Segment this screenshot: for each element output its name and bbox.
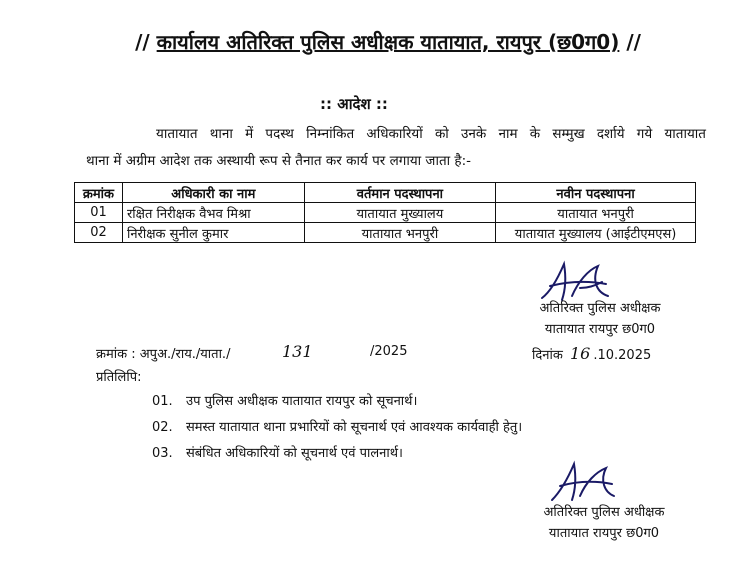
order-heading: :: आदेश ::	[320, 95, 388, 113]
intro-word: दर्शाये	[596, 126, 625, 142]
copy-item-text: संबंधित अधिकारियों को सूचनार्थ एवं पालनार्थ।	[186, 446, 403, 461]
intro-paragraph	[86, 121, 706, 175]
serial-cell: 01	[75, 203, 123, 223]
intro-word: थाना	[209, 126, 233, 142]
intro-word: निम्नांकित	[306, 126, 355, 142]
list-item	[152, 389, 522, 415]
intro-word: अधिकारियों	[366, 126, 423, 142]
copy-list	[152, 389, 522, 467]
intro-word: सम्मुख	[552, 126, 585, 142]
new-posting-cell: यातायात मुख्यालय (आईटीएमएस)	[496, 223, 696, 243]
signatory-office: यातायात रायपुर छ0ग0	[544, 322, 656, 337]
list-item	[152, 415, 522, 441]
copy-item-text: उप पुलिस अधीक्षक यातायात रायपुर को सूचनार्थ।	[186, 394, 418, 409]
reference-number: 131	[282, 342, 313, 361]
intro-word: में	[245, 126, 254, 142]
reference-prefix: क्रमांक : अपुअ./राय./याता./	[96, 347, 231, 362]
copy-item-number: 01.	[152, 394, 173, 409]
intro-line-2: थाना में अग्रीम आदेश तक अस्थायी रूप से तैनात कर कार्य पर लगाया जाता है:-	[86, 153, 472, 169]
intro-word: यातायात	[156, 126, 198, 142]
header-suffix: //	[626, 30, 641, 54]
date-label: दिनांक	[532, 348, 563, 363]
serial-cell: 02	[75, 223, 123, 243]
signatory-designation: अतिरिक्त पुलिस अधीक्षक	[543, 505, 665, 520]
signature-mark-2	[548, 460, 618, 506]
copy-item-number: 03.	[152, 446, 173, 461]
table-row	[75, 223, 696, 243]
current-posting-cell: यातायात भनपुरी	[304, 223, 495, 243]
reference-date	[532, 344, 651, 363]
intro-word: गये	[636, 126, 653, 142]
intro-word: को	[434, 126, 449, 142]
office-title: कार्यालय अतिरिक्त पुलिस अधीक्षक यातायात, रायपुर (छ0ग0)	[156, 30, 620, 54]
col-header-new-posting: नवीन पदस्थापना	[496, 183, 696, 203]
signatory-office: यातायात रायपुर छ0ग0	[548, 526, 660, 541]
intro-word: यातायात	[664, 126, 706, 142]
date-rest: .10.2025	[593, 348, 652, 363]
signature-block-1	[510, 298, 690, 340]
officer-name-cell: रक्षित निरीक्षक वैभव मिश्रा	[122, 203, 304, 223]
list-item	[152, 441, 522, 467]
officer-name-cell: निरीक्षक सुनील कुमार	[122, 223, 304, 243]
intro-line-1	[86, 121, 706, 148]
table-header-row	[75, 183, 696, 203]
intro-word: नाम	[498, 126, 518, 142]
copy-item-number: 02.	[152, 420, 173, 435]
intro-word: पदस्थ	[265, 126, 294, 142]
posting-table	[74, 182, 696, 243]
header-prefix: //	[135, 30, 150, 54]
copy-item-text: समस्त यातायात थाना प्रभारियों को सूचनार्थ एवं आवश्यक कार्यवाही हेतु।	[186, 420, 523, 435]
intro-word: के	[529, 126, 541, 142]
signatory-designation: अतिरिक्त पुलिस अधीक्षक	[539, 301, 661, 316]
col-header-current-posting: वर्तमान पदस्थापना	[304, 183, 495, 203]
table-row	[75, 203, 696, 223]
col-header-officer-name: अधिकारी का नाम	[122, 183, 304, 203]
date-day: 16	[569, 344, 591, 363]
copy-label: प्रतिलिपि:	[96, 370, 142, 385]
office-header	[118, 28, 658, 55]
current-posting-cell: यातायात मुख्यालय	[304, 203, 495, 223]
col-header-serial: क्रमांक	[75, 183, 123, 203]
intro-word: उनके	[461, 126, 487, 142]
signature-block-2	[514, 502, 694, 544]
reference-year: /2025	[370, 344, 408, 359]
new-posting-cell: यातायात भनपुरी	[496, 203, 696, 223]
